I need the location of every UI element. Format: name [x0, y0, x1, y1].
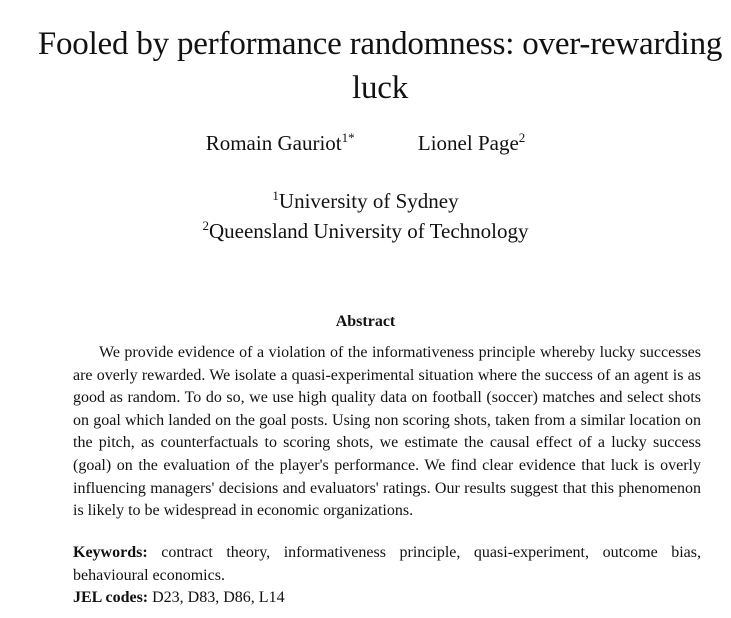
- keywords-label: Keywords:: [73, 544, 148, 561]
- jel-codes-label: JEL codes:: [73, 589, 149, 606]
- affiliation-list: [0, 186, 731, 246]
- affiliation-1-mark: 1: [272, 188, 279, 203]
- affiliation-2: [0, 216, 731, 246]
- affiliation-2-name: Queensland University of Technology: [209, 219, 529, 243]
- keywords-line: [73, 542, 701, 587]
- abstract-heading: Abstract: [335, 313, 396, 330]
- author-1: [206, 130, 355, 156]
- author-2-affiliation-mark: 2: [518, 130, 526, 145]
- author-2-name: Lionel Page: [417, 131, 519, 155]
- author-list: [0, 130, 731, 156]
- affiliation-2-mark: 2: [202, 218, 209, 233]
- jel-codes-text: D23, D83, D86, L14: [152, 589, 285, 606]
- affiliation-1: [0, 186, 731, 216]
- keywords-text: contract theory, informativeness principle, quasi-experiment, outcome bias, behavioural economics.: [73, 544, 702, 584]
- author-2: [418, 130, 525, 156]
- paper-title: Fooled by performance randomness: over-rewarding luck: [37, 26, 723, 106]
- affiliation-1-name: University of Sydney: [278, 189, 459, 213]
- author-1-name: Romain Gauriot: [205, 131, 342, 155]
- author-1-affiliation-mark: 1*: [341, 130, 355, 145]
- jel-codes-line: [73, 587, 701, 609]
- abstract-text: We provide evidence of a violation of the informativeness principle whereby lucky successes are overly rewarded. We isolate a quasi-experimental situation where the success of an agent is as good as random. To do so, we use high quality data on football (soccer) matches and select shots on goal which landed on the goal posts. Using non scoring shots, taken from a similar location on the pitch, as counterfactuals to scoring shots, we estimate the causal effect of a lucky success (goal) on the evaluation of the player's performance. We find clear evidence that luck is overly influencing managers' decisions and evaluators' ratings. Our results suggest that this phenomenon is likely to be widespread in economic organizations.: [73, 344, 701, 520]
